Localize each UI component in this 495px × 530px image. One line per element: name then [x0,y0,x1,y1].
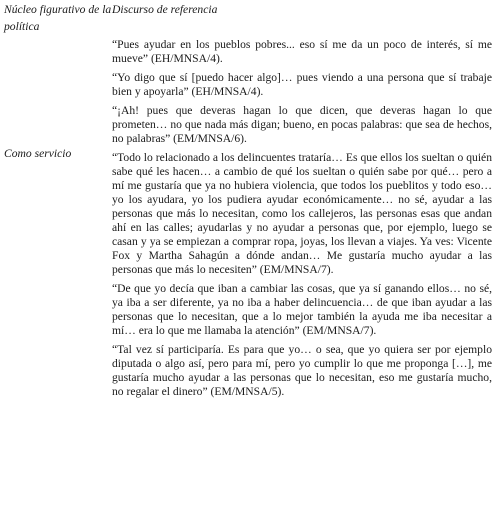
header-figurative-core: Núcleo figurativo de la política [4,3,112,33]
quotes-cell [112,38,492,399]
table-header-row [4,0,492,38]
row-label: Como servicio [4,147,72,160]
quote-paragraph: “Pues ayudar en los pueblos pobres... eso sí me da un poco de interés, sí me mueve” (EH/MNSA/4). [112,38,492,65]
table-row [4,38,492,399]
quote-paragraph: “Yo digo que sí [puedo hacer algo]… pues viendo a una persona que sí trabaje bien y apoyarla” (EH/MNSA/4). [112,71,492,98]
quote-paragraph: “De que yo decía que iban a cambiar las cosas, que ya sí ganando ellos… no sé, ya iba a ser diferente, ya no iba a haber delincuencia… de que iban ayudar a las personas que lo necesitan, que a lo mejor también la ayuda me iba necesitar a mí… era lo que me llamaba la atención” (EM/MNSA/7). [112,282,492,337]
quote-paragraph: “Tal vez sí participaría. Es para que yo… o sea, que yo quiera ser por ejemplo diputada o algo así, pero para mí, pero yo cumplir lo que me proponga […], me gustaría mucho ayudar a las personas que lo necesitan, eso me gustaría mucho, no regalar el dinero” (EM/MNSA/5). [112,343,492,398]
quote-paragraph: “¡Ah! pues que deveras hagan lo que dicen, que deveras hagan lo que prometen… no que nada más digan; bueno, en pocas palabras: que sea de hechos, no palabras” (EM/MNSA/6). [112,104,492,145]
header-reference-discourse: Discurso de referencia [112,3,218,16]
quote-paragraph: “Todo lo relacionado a los delincuentes trataría… Es que ellos los sueltan o quién sabe qué les hacen… a cambio de qué los sueltan o quién sabe por qué… pero a mí me gustaría que ya no hubiera violencia, que todos los pueblitos y todo eso… yo los ayudara, yo los pudiera ayudar económicamente… no sé, ayudar a las personas que más lo necesitan, como los callejeros, las personas esas que andan ahí en las calles; ayudarlas y no ayudar a personas que, por ejemplo, luego se casan y ya se empiezan a comprar ropa, joyas, los llevan a viajes. Ya ves: Vicente Fox y Martha Sahagún a dónde andan… Me gustaría mucho ayudar a las personas que más lo necesiten” (EM/MNSA/7). [112,151,492,276]
